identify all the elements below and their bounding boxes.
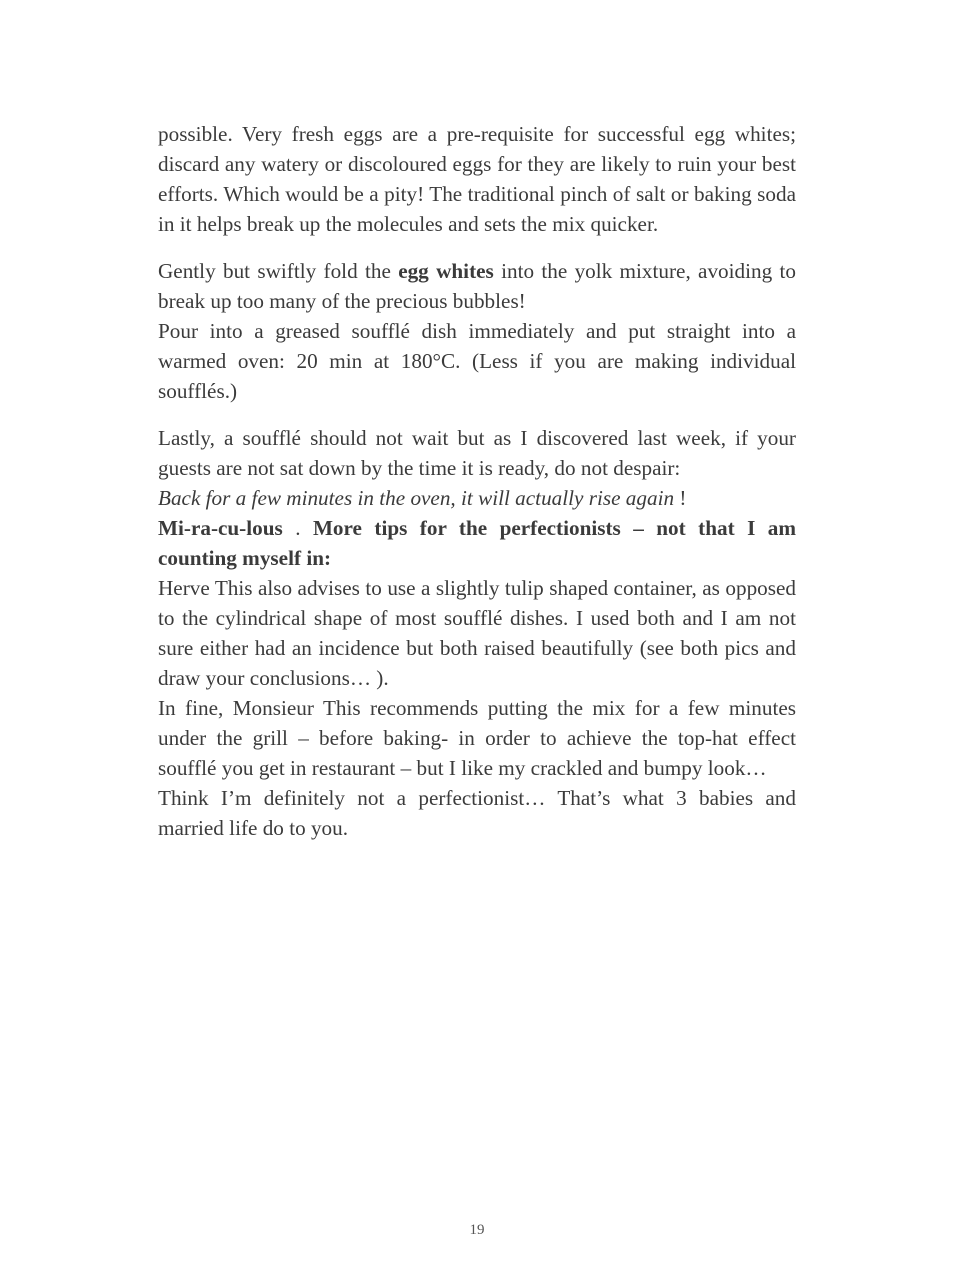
paragraph-grill: In fine, Monsieur This recommends putting the mix for a few minutes under the grill – before baking- in order to achieve the top-hat effect soufflé you get in restaurant – but I like my crackled and bumpy look…	[158, 696, 796, 780]
miraculous-separator: .	[282, 516, 313, 540]
egg-whites-bold: egg whites	[398, 259, 494, 283]
paragraph-not-perfectionist: Think I’m definitely not a perfectionist… That’s what 3 babies and married life do to you.	[158, 786, 796, 840]
paragraph-lastly: Lastly, a soufflé should not wait but as I discovered last week, if your guests are not sat down by the time it is ready, do not despair:	[158, 426, 796, 480]
paragraph-tulip-container: Herve This also advises to use a slightly tulip shaped container, as opposed to the cylindrical shape of most soufflé dishes. I used both and I am not sure either had an incidence but both raised beautifully (see both pics and draw your conclusions… ).	[158, 576, 796, 690]
fold-text-start: Gently but swiftly fold the	[158, 259, 399, 283]
more-tips-heading: More tips for the perfectionists – not that I am counting myself in:	[158, 516, 796, 570]
fold-text-end: into the yolk mixture, avoiding to break up too many of the precious bubbles!	[158, 259, 797, 313]
page-number: 19	[469, 1222, 485, 1238]
paragraph-pour-into-dish: Pour into a greased soufflé dish immediately and put straight into a warmed oven: 20 min at 180°C. (Less if you are making individual soufflés.)	[158, 319, 796, 403]
paragraph-fold-egg-whites	[158, 256, 796, 316]
body-text	[158, 119, 796, 843]
paragraph-rise-again	[158, 483, 796, 513]
rise-again-italic: Back for a few minutes in the oven, it will actually rise again	[158, 486, 675, 510]
paragraph-miraculous	[158, 513, 796, 573]
paragraph-egg-whites-tips: possible. Very fresh eggs are a pre-requisite for successful egg whites; discard any watery or discoloured eggs for they are likely to ruin your best efforts. Which would be a pity! The traditional pinch of salt or baking soda in it helps break up the molecules and sets the mix quicker.	[158, 122, 796, 236]
rise-again-exclamation: !	[674, 486, 687, 510]
miraculous-bold: Mi-ra-cu-lous	[158, 516, 283, 540]
